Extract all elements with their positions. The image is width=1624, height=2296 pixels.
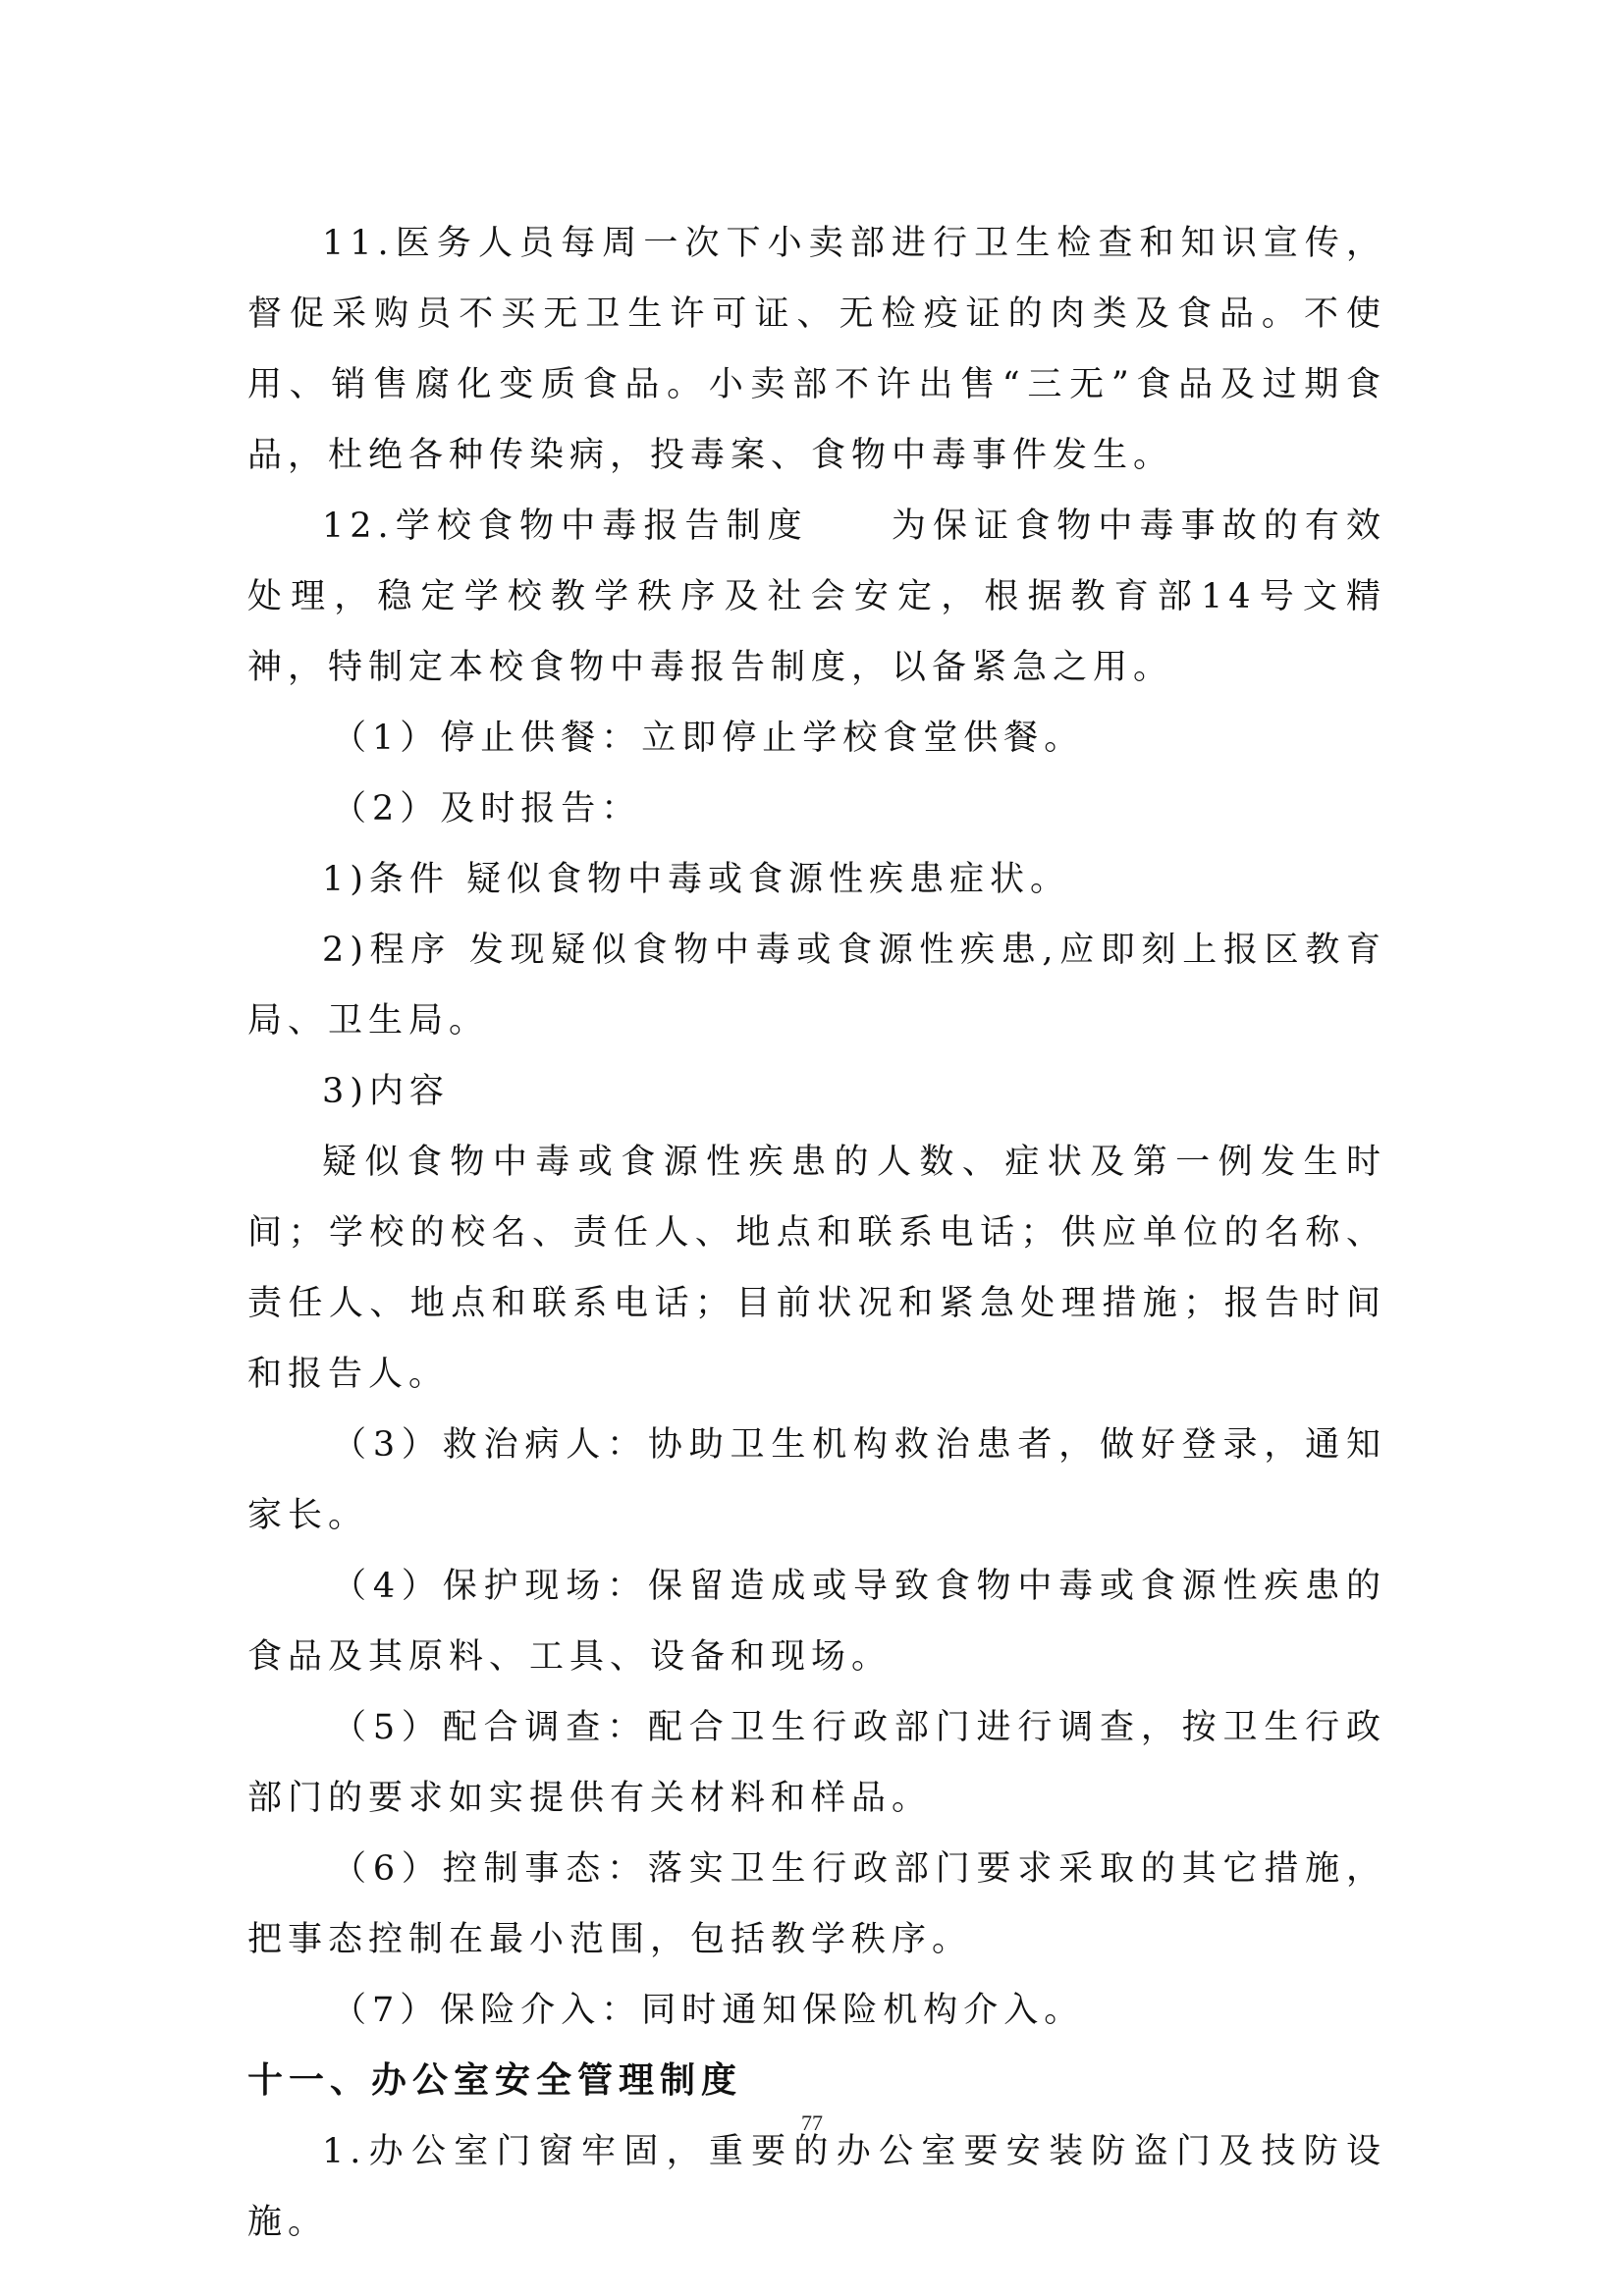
paragraph-office-doors: 1.办公室门窗牢固，重要的办公室要安装防盗门及技防设施。	[247, 2132, 1386, 2242]
paragraph-control-situation: （6）控制事态：落实卫生行政部门要求采取的其它措施，把事态控制在最小范围，包括教学秩序。	[247, 1849, 1386, 1959]
paragraph-content-detail: 疑似食物中毒或食源性疾患的人数、症状及第一例发生时间；学校的校名、责任人、地点和联系电话；供应单位的名称、责任人、地点和联系电话；目前状况和紧急处理措施；报告时间和报告人。	[247, 1143, 1386, 1394]
paragraph-cooperate-investigation: （5）配合调查：配合卫生行政部门进行调查，按卫生行政部门的要求如实提供有关材料和样品。	[247, 1708, 1386, 1818]
paragraph-insurance: （7）保险介入：同时通知保险机构介入。	[332, 1991, 1085, 2030]
paragraph-content-title: 3)内容	[322, 1072, 450, 1111]
paragraph-procedure: 2)程序 发现疑似食物中毒或食源性疾患,应即刻上报区教育局、卫生局。	[247, 931, 1386, 1041]
paragraph-treat-patients: （3）救治病人：协助卫生机构救治患者，做好登录，通知家长。	[247, 1425, 1386, 1535]
paragraph-stop-meals: （1）停止供餐：立即停止学校食堂供餐。	[332, 719, 1085, 758]
paragraph-item-12: 12.学校食物中毒报告制度 为保证食物中毒事故的有效处理，稳定学校教学秩序及社会安定，根据教育部14号文精神，特制定本校食物中毒报告制度，以备紧急之用。	[247, 507, 1386, 687]
paragraph-protect-scene: （4）保护现场：保留造成或导致食物中毒或食源性疾患的食品及其原料、工具、设备和现场。	[247, 1567, 1386, 1677]
paragraph-timely-report: （2）及时报告：	[332, 789, 642, 828]
page-number: 77	[801, 2110, 823, 2135]
section-heading: 十一、办公室安全管理制度	[247, 2060, 743, 2101]
paragraph-item-11: 11.医务人员每周一次下小卖部进行卫生检查和知识宣传，督促采购员不买无卫生许可证、无检疫证的肉类及食品。不使用、销售腐化变质食品。小卖部不许出售“三无”食品及过期食品，杜绝各种传染病，投毒案、食物中毒事件发生。	[247, 224, 1386, 475]
body-text	[247, 208, 1386, 2258]
paragraph-condition: 1)条件 疑似食物中毒或食源性疾患症状。	[322, 860, 1071, 899]
